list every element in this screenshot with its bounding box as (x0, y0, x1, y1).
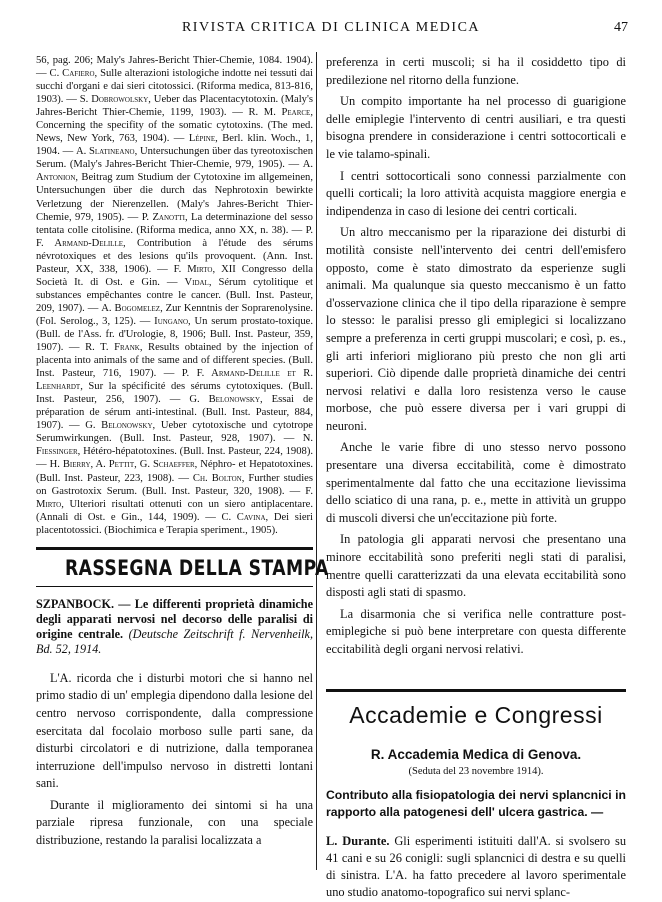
abstract-heading (36, 597, 313, 658)
reference-text: , Sur la spécificité des sérums cytotoxiques. (Bull. Inst. Pasteur, 256, 1907). — (36, 381, 313, 406)
reference-text: , Untersuchungen über das tyreotoxischen Serum. (Maly's Jahres-Bericht Thier-Chemie, 979, 1905). — (36, 146, 313, 171)
body-paragraph: In patologia gli apparati nervosi che presentano una minore eccitabilità sono preferiti negli stati di paralisi, mentre quelli caratterizzati da una elevata eccitabilità sono disposti agli stati di spasmo. (326, 532, 626, 600)
paper-author: L. Durante. (326, 833, 390, 848)
reference-text: , Zur Kenntnis der Soprarenolysine. (Fol. Serolog., 3, 125). — (36, 302, 313, 327)
reference-text: , Results obtained by the injection of placenta into animals of the same and of different species. (Bull. Inst. Pasteur, 716, 1907). — (36, 342, 313, 380)
reference-text: , Ueber das Placentacytotoxin. (Maly's Jahres-Bericht Thier-Chemie, 1199, 1903). — (36, 94, 313, 119)
reference-author: H. Bierry, A. Pettit, G. Schaeffer (49, 459, 195, 471)
body-paragraph: Un compito importante ha nel processo di guarigione delle emiplegie l'intervento di centri ausiliari, e tra questi bisogna prendere in considerazione i centri sottocorticali e le vie talamo-spinali. (326, 94, 626, 161)
reference-text: 56, pag. 206; Maly's Jahres-Bericht Thier-Chemie, 1084. 1904). — (36, 55, 313, 80)
reference-text: , Dei sieri placentotossici. (Biochimica e Terapia speriment., 1905). (36, 511, 313, 536)
page-header (34, 20, 628, 40)
reference-author: Vidal (184, 276, 209, 288)
reference-text: , Concerning the specifity of the somatic cytotoxins. (The med. News, New York, 763, 1904). — (36, 107, 313, 145)
paper-body (326, 833, 626, 902)
academy-name: R. Accademia Medica di Genova. (370, 746, 582, 762)
reference-author: A. Bogomelez (101, 302, 161, 314)
body-paragraph: Durante il miglioramento dei sintomi si ha una parziale ripresa funzionale, con una speciale distribuzione, restando la paralisi localizzata a (36, 797, 313, 848)
paper-title: Contributo alla fisiopatologia dei nervi splancnici in rapporto alla patogenesi dell' ulcera gastrica. — (326, 787, 626, 819)
reference-text: , Ulteriori risultati ottenuti con un siero antiplacentare. (Annali di Ost. e Gin., 144, 1909). — (36, 498, 313, 523)
session-date: (Seduta del 23 novembre 1914). (408, 765, 544, 777)
congress-banner (326, 689, 626, 729)
reference-author: N. Fiessinger (36, 433, 313, 458)
journal-title: RIVISTA CRITICA DI CLINICA MEDICA (181, 20, 481, 35)
reference-text: , Un serum prostato-toxique. (Bull. de l'Ass. fr. d'Urologie, 8, 1906; Bull. Inst. Pasteur, 359, 1907). — (36, 315, 313, 354)
body-paragraph: L'A. ricorda che i disturbi motori che si hanno nel primo stadio di un' emplegia dipendono dalla lesione del centro nervoso corrispondente, dalla compressione esercitata dal focolaio morboso sulle parti sane, da disturbi circolatori e di nutrizione, dalla temporanea interruzione dell'impulso nervoso in distretti lontani sani. (36, 670, 313, 791)
body-paragraph: Anche le varie fibre di uno stesso nervo possono presentare una diversa eccitabilità, come è dimostrato sperimentalmente dal fatto che una eccitazione lievissima dello sciatico di una rana, p. e., mette in attività un gruppo di muscoli diversi che un'eccitazione più forte. (326, 440, 626, 525)
body-paragraph: La disarmonia che si verifica nelle contratture post-emiplegiche si può bene interpretare con questa differente eccitabilità degli organi nervosi relativi. (326, 606, 626, 656)
reference-text: , Berl. klin. Woch., 1, 1904. — (36, 133, 313, 158)
paper-text: Gli esperimenti istituiti dall'A. si svolsero su 41 cani e su 26 conigli: sugli splancnici di destra e su quelli di sinistra. L'A. ha fatto precedere al lavoro sperimentale uno studio anatomo-topografico sui nervi splanc- (326, 833, 627, 900)
body-paragraph: Un altro meccanismo per la riparazione dei disturbi di motilità consiste nell'intervento dei centri dell'emisfero opposto, come è stato dimostrato da esperienze sugli animali. Ma qualunque sia questo meccanismo è un fatto d'osservazione clinica che il tipo della riparazione è sempre lo stesso: le paralisi presso gli emiplegici si localizzano sempre a preferenza in certi gruppi muscolari; e così, p. es., gli arti inferiori migliorano più presto che non gli arti superiori. Ciò dipende dalle proprietà dinamiche dei centri nervosi relativi e dalla loro resistenza verso le cause morbose, che può essere diversa per i vari gruppi di neuroni. (326, 225, 626, 433)
section-title: RASSEGNA DELLA STAMPA (64, 555, 329, 580)
reference-text: , Essai de préparation de sérum anti-intestinal. (Bull. Inst. Pasteur, 884, 1907). — (36, 394, 313, 432)
reference-text: , XII Congresso della Società It. di Ost. e Gin. — (36, 263, 313, 288)
section-title: Accademie e Congressi (349, 701, 603, 728)
right-column (326, 54, 627, 900)
column-divider (316, 52, 317, 870)
reference-text: , Néphro- et Hepatotoxines. (Bull. Inst. Pasteur, 223, 1908). — (36, 459, 313, 484)
reference-author: P. F. Armand-Delille et R. Leenhardt (36, 368, 313, 393)
reference-text: , Sulle alterazioni istologiche indotte nei tessuti dai succhi d'organi e dai sieri citotossici. (Riforma medica, 813-816, 1903). — (36, 68, 313, 106)
left-column (36, 54, 329, 880)
page-number: 47 (614, 20, 628, 35)
reference-author: R. T. Frank (85, 342, 140, 354)
reference-text: , Beitrag zum Studium der Cytotoxine im allgemeinen, Untersuchungen über die durch das Nephrotoxin bewirkte Verletzung der Nierenzellen. (Maly's Jahres-Bericht Thier-Chemie, 979, 1905). — (36, 172, 313, 223)
reference-author: C. Cafiero (49, 68, 95, 80)
reference-author: C. Cavina (221, 511, 266, 523)
reference-author: Iungano (154, 315, 189, 327)
reference-text: , Further studies on Gastrotoxix Serum. (Bull. Inst. Pasteur, 320, 1908). — (36, 472, 313, 497)
reference-author: P. F. Armand-Delille (36, 224, 313, 249)
reference-author: F. Mirto (36, 485, 313, 510)
reference-author: R. M. Pearce (248, 107, 311, 119)
reference-author: Lépine (188, 133, 216, 145)
body-paragraph: preferenza in certi muscoli; si ha il cosiddetto tipo di predilezione nel ritorno della funzione. (326, 55, 626, 87)
reference-text: , Hétéro-hépatotoxines. (Bull. Inst. Pasteur, 224, 1908). — (36, 446, 313, 471)
reference-author: S. Dobrowolsky (79, 94, 149, 106)
abstract-title: — Le differenti proprietà dinamiche degli apparati nervosi nel decorso delle paralisi di origine centrale. (36, 596, 313, 642)
reference-author: P. Zanotti (141, 211, 185, 223)
reference-author: G. Belonowsky (189, 394, 261, 406)
reference-text: , Contribution à l'étude des sérums névrotoxiques et des lesions qu'ils provoquent. (Ann. Inst. Pasteur, XX, 338, 1906). — (36, 237, 313, 275)
reference-author: G. Belonowsky (85, 420, 153, 432)
reference-list (36, 54, 313, 537)
body-paragraph: I centri sottocorticali sono connessi parzialmente con quelli corticali; la loro attività acquista maggiore energia e indipendenza in caso di lesione dei centri corticali. (326, 168, 626, 218)
abstract-author: SZPANBOCK. (36, 596, 114, 611)
reference-author: Ch. Bolton (192, 472, 242, 484)
abstract-source: (Deutsche Zeitschrift f. Nervenheilk, Bd. 52, 1914. (36, 627, 313, 657)
press-review-banner (36, 547, 329, 587)
reference-text: , La determinazione del sesso tentata colle citolisine. (Riforma medica, anno XX, n. 38). — (36, 211, 313, 236)
reference-text: , Sérum cytolitique et substances empêchantes contre le cancer. (Bull. Inst. Pasteur, 209, 1907). — (36, 276, 313, 314)
reference-text: , Ueber cytotoxische und cytotrope Serumwirkungen. (Bull. Inst. Pasteur, 928, 1907). — (36, 420, 314, 445)
reference-author: A. Slatineano (75, 146, 135, 158)
reference-author: F. Mirto (173, 263, 213, 275)
reference-author: A. Antonion (36, 159, 313, 184)
